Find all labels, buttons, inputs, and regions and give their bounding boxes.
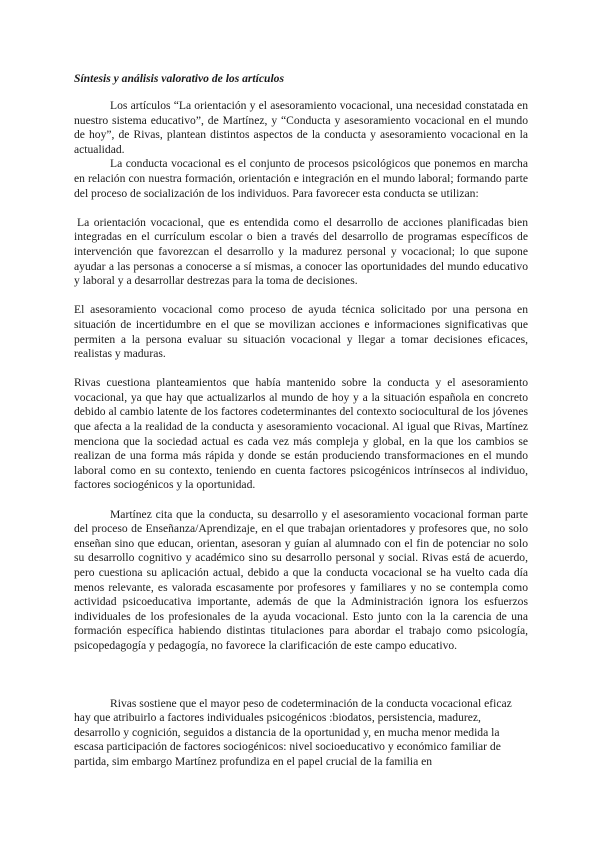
paragraph-martinez-cites: Martínez cita que la conducta, su desarrollo y el asesoramiento vocacional forman parte del proceso de Enseñanza/Aprendizaje, en el que trabajan orientadores y profesores que, no solo enseñan sino que educan, orientan, asesoran y guían al alumnado con el fin de potenciar no solo su desarrollo cognitivo y académico sino su desarrollo personal y social. Rivas está de acuerdo, pero cuestiona su aplicación actual, debido a que la conducta vocacional se ha vuelto cada día menos relevante, es valorada escasamente por profesores y familiares y no se contempla como actividad psicoeducativa importante, además de que la Administración ignora los esfuerzos individuales de los profesionales de la ayuda vocacional. Esto junto con la la carencia de una formación específica habiendo distintas titulaciones para abordar el trabajo como psicología, psicopedagogía y pedagogía, no favorece la clarificación de este campo educativo. (74, 507, 528, 652)
paragraph-rivas-questions: Rivas cuestiona planteamientos que había mantenido sobre la conducta y el asesoramiento vocacional, ya que hay que actualizarlos al mundo de hoy y a la situación española en concreto debido al cambio latente de los factores codeterminantes del contexto sociocultural de los jóvenes que afecta a la realidad de la conducta y asesoramiento vocacional. Al igual que Rivas, Martínez menciona que la sociedad actual es cada vez más compleja y global, en la que los cambios se realizan de una forma más rápida y donde se están produciendo transformaciones en el mundo laboral como en su contexto, teniendo en cuenta factores psicogénicos intrínsecos al individuo, factores sociogénicos y la oportunidad. (74, 376, 528, 492)
paragraph-vocational-conduct: La conducta vocacional es el conjunto de procesos psicológicos que ponemos en marcha en relación con nuestra formación, orientación e integración en el mundo laboral; formando parte del proceso de socialización de los individuos. Para favorecer esta conducta se utilizan: (74, 157, 528, 200)
paragraph-intro: Los artículos “La orientación y el asesoramiento vocacional, una necesidad constatada en nuestro sistema educativo”, de Martínez, y “Conducta y asesoramiento vocacional en el mundo de hoy”, de Rivas, plantean distintos aspectos de la conducta y asesoramiento vocacional en la actualidad. (74, 99, 528, 156)
paragraph-vocational-counseling: El asesoramiento vocacional como proceso de ayuda técnica solicitado por una persona en situación de incertidumbre en el que se movilizan acciones e informaciones significativas que permiten a la persona evaluar su situación vocacional y llegar a tomar decisiones eficaces, realistas y maduras. (74, 303, 528, 361)
section-title: Síntesis y análisis valorativo de los artículos (74, 72, 284, 85)
paragraph-vocational-orientation: La orientación vocacional, que es entendida como el desarrollo de acciones planificadas bien integradas en el currículum escolar o bien a través del desarrollo de programas específicos de intervención que favorezcan el desarrollo y la madurez personal y vocacional; lo que supone ayudar a las personas a conocerse a sí mismas, a conocer las oportunidades del mundo educativo y laboral y a desarrollar destrezas para la toma de decisiones. (74, 215, 528, 288)
paragraph-rivas-holds: Rivas sostiene que el mayor peso de codeterminación de la conducta vocacional eficaz hay que atribuirlo a factores individuales psicogénicos :biodatos, persistencia, madurez, desarrollo y cognición, seguidos a distancia de la oportunidad y, en mucha menor medida la escasa participación de factores sociogénicos: nivel socioeducativo y económico familiar de partida, sim embargo Martínez profundiza en el papel crucial de la familia en (74, 696, 512, 768)
